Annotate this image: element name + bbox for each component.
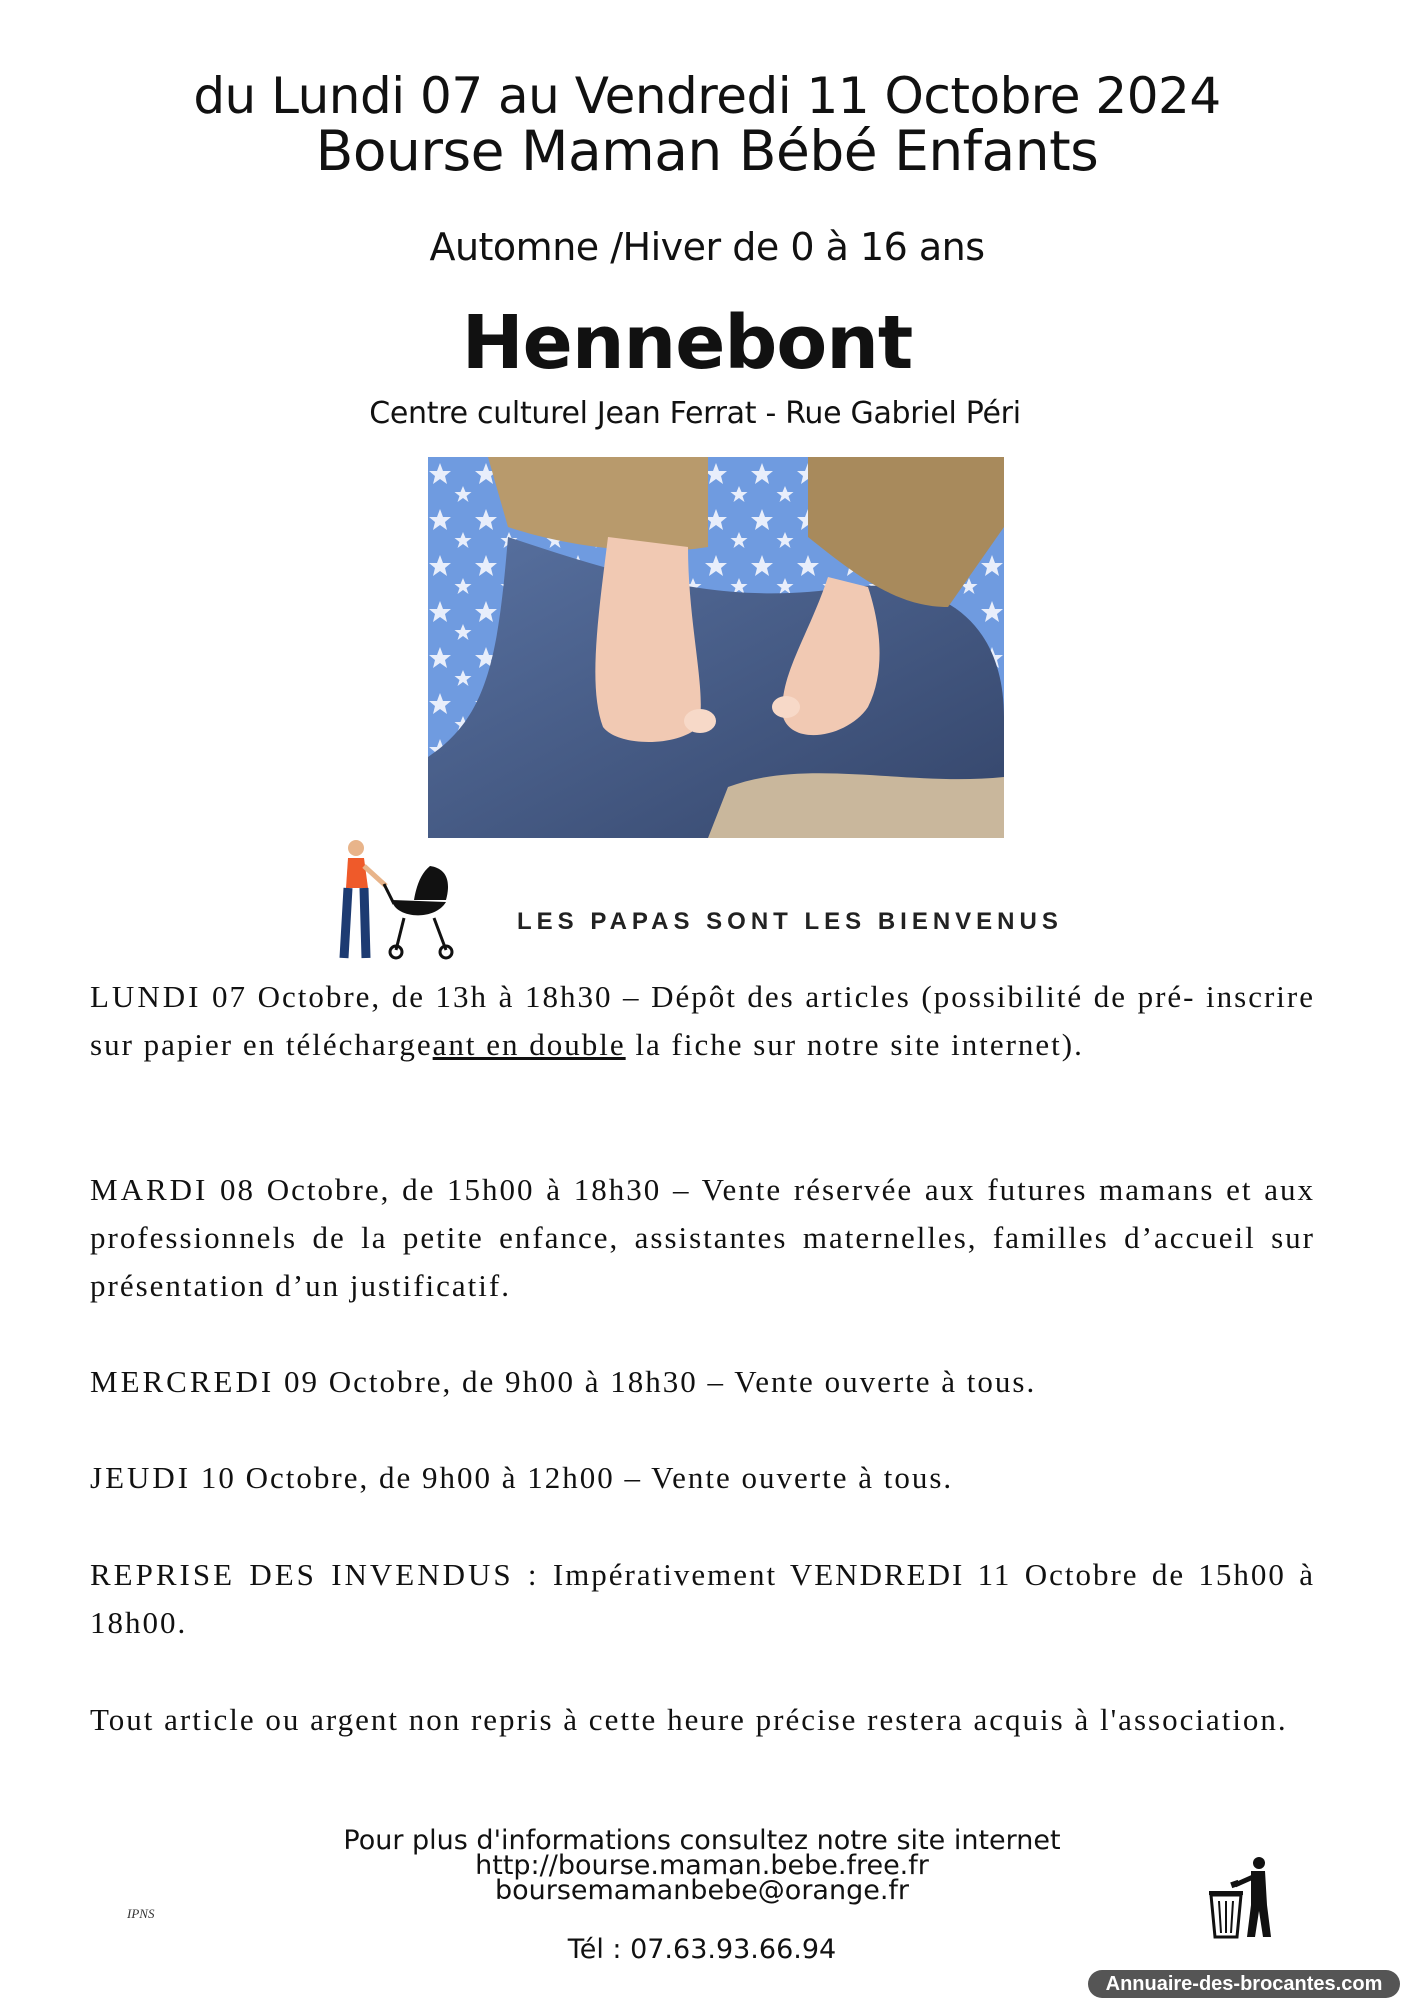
event-dates: du Lundi 07 au Vendredi 11 Octobre 2024 xyxy=(193,67,1221,125)
schedule-wednesday xyxy=(90,1358,1315,1406)
day-label: LUNDI xyxy=(90,979,202,1014)
underlined-text: ant en double xyxy=(432,1027,626,1062)
footer-email[interactable]: boursemamanbebe@orange.fr xyxy=(494,1875,910,1906)
footer-phone: Tél : 07.63.93.66.94 xyxy=(567,1934,837,1965)
schedule-text: 08 Octobre, de 15h00 à 18h30 – Vente réservée aux futures mamans et aux professionnels de la petite enfance, assistantes maternelles, familles d’accueil sur présentation d’un justificatif. xyxy=(90,1172,1315,1303)
day-label: MERCREDI xyxy=(90,1364,275,1399)
ipns-mark: IPNS xyxy=(127,1906,155,1921)
baby-feet-photo xyxy=(428,457,1004,838)
schedule-tuesday xyxy=(90,1166,1315,1310)
schedule-monday xyxy=(90,973,1315,1069)
dad-with-stroller-illustration xyxy=(334,838,464,964)
schedule-text: 07 Octobre, de 13h à 18h30 – Dépôt des articles (possibilité de pré- inscrire sur papier en télécharge xyxy=(90,979,1315,1062)
event-season: Automne /Hiver de 0 à 16 ans xyxy=(429,225,985,269)
event-venue: Centre culturel Jean Ferrat - Rue Gabriel Péri xyxy=(369,396,1021,431)
watermark-badge: Annuaire-des-brocantes.com xyxy=(1088,1970,1400,1998)
footer-info: Pour plus d'informations consultez notre site internet xyxy=(343,1825,1061,1856)
schedule-text: 09 Octobre, de 9h00 à 18h30 – Vente ouverte à tous. xyxy=(274,1364,1037,1399)
dads-welcome-text: LES PAPAS SONT LES BIENVENUS xyxy=(517,908,1063,935)
schedule-text: Impérativement VENDREDI 11 Octobre de 15h00 à 18h00. xyxy=(90,1557,1315,1640)
schedule-text: la fiche sur notre site internet). xyxy=(625,1027,1084,1062)
footer-contact xyxy=(0,1825,1409,1906)
schedule-text: 10 Octobre, de 9h00 à 12h00 – Vente ouverte à tous. xyxy=(191,1460,954,1495)
footer-url[interactable]: http://bourse.maman.bebe.free.fr xyxy=(475,1850,929,1881)
day-label: MARDI xyxy=(90,1172,209,1207)
unsold-items-return xyxy=(90,1551,1315,1647)
event-city: Hennebont xyxy=(461,300,913,386)
day-label: JEUDI xyxy=(90,1460,192,1495)
terms-notice: Tout article ou argent non repris à cette heure précise restera acquis à l'association. xyxy=(90,1702,1288,1737)
trash-bin-icon xyxy=(1209,1855,1275,1939)
day-label: REPRISE DES INVENDUS : xyxy=(90,1557,540,1592)
schedule-thursday xyxy=(90,1454,1315,1502)
event-title: Bourse Maman Bébé Enfants xyxy=(315,119,1099,183)
